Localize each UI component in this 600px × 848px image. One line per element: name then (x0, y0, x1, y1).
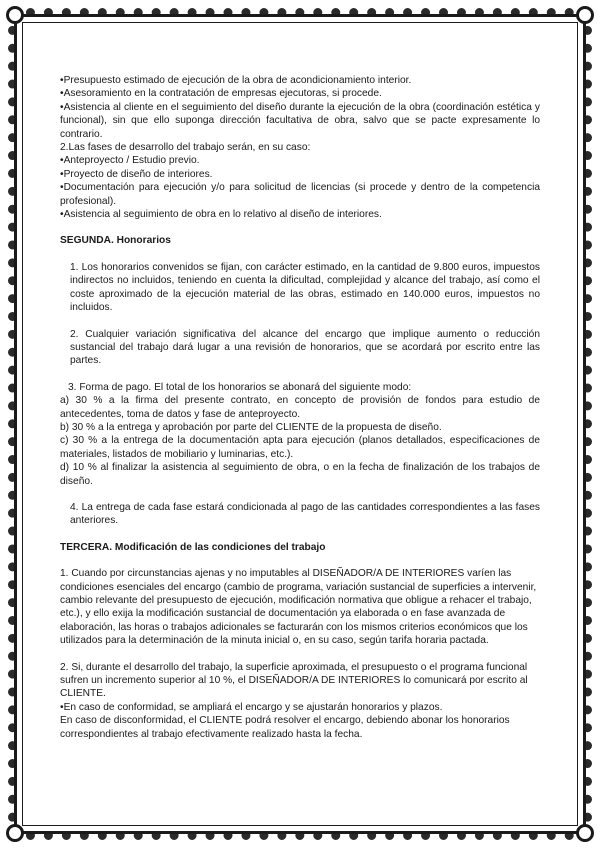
intro-line: •Asesoramiento en la contratación de empresas ejecutoras, si procede. (60, 88, 382, 100)
intro-list (60, 74, 540, 221)
corner-ornament-bottom-left (6, 824, 24, 842)
corner-ornament-bottom-right (576, 824, 594, 842)
corner-ornament-top-left (6, 6, 24, 24)
payment-line: b) 30 % a la entrega y aprobación por parte del CLIENTE de la propuesta de diseño. (60, 421, 442, 433)
intro-line: •Asistencia al seguimiento de obra en lo relativo al diseño de interiores. (60, 209, 382, 221)
intro-line: •Proyecto de diseño de interiores. (60, 168, 213, 180)
segunda-item-2: 2. Cualquier variación significativa del alcance del encargo que implique aumento o reducción sustancial del trabajo dará lugar a una revisión de honorarios, que se acordará por escrito entre las partes. (70, 328, 540, 367)
corner-ornament-top-right (576, 6, 594, 24)
segunda-item-3-intro: 3. Forma de pago. El total de los honorarios se abonará del siguiente modo: (68, 381, 412, 393)
intro-line: •Documentación para ejecución y/o para solicitud de licencias (si procede y dentro de la competencia profesional). (60, 182, 540, 207)
segunda-item-1: 1. Los honorarios convenidos se fijan, con carácter estimado, en la cantidad de 9.800 euros, impuestos indirectos no incluidos, teniendo en cuenta la dificultad, complejidad y alcance del trabajo, así como el coste aproximado de la ejecución material de las obras, estimado en 140.000 euros, impuestos no incluidos. (70, 261, 540, 314)
payment-line: c) 30 % a la entrega de la documentación apta para ejecución (planos detallados, especificaciones de materiales, listados de mobiliario y luminarias, etc.). (60, 435, 540, 460)
document-body (60, 74, 540, 741)
payment-line: d) 10 % al finalizar la asistencia al seguimiento de obra, o en la fecha de finalización de los trabajos de diseño. (60, 462, 540, 487)
intro-line: •Presupuesto estimado de ejecución de la obra de acondicionamiento interior. (60, 75, 412, 86)
intro-line: •Asistencia al cliente en el seguimiento del diseño durante la ejecución de la obra (coordinación estética y funcional), sin que ello suponga dirección facultativa de obra, salvo que se pacte expresamente lo contrario. (60, 101, 540, 140)
section-heading-tercera: TERCERA. Modificación de las condiciones del trabajo (60, 541, 326, 553)
payment-line: a) 30 % a la firma del presente contrato, en concepto de provisión de fondos para estudio de antecedentes, toma de datos y fase de anteproyecto. (60, 395, 540, 420)
intro-line: •Anteproyecto / Estudio previo. (60, 155, 200, 167)
tercera-para-2: 2. Si, durante el desarrollo del trabajo, la superficie aproximada, el presupuesto o el programa funcional sufren un incremento superior al 10 %, el DISEÑADOR/A DE INTERIORES lo comunicará por escrito al CLIENTE. (60, 661, 528, 700)
tercera-para-2-disconformity: En caso de disconformidad, el CLIENTE podrá resolver el encargo, debiendo abonar los honorarios correspondientes al trabajo efectivamente realizado hasta la fecha. (60, 715, 510, 740)
tercera-para-1: 1. Cuando por circunstancias ajenas y no imputables al DISEÑADOR/A DE INTERIORES varíen las condiciones esenciales del encargo (cambio de programa, variación sustancial de superficies a intervenir, cambio relevante del presupuesto de ejecución, modificación normativa que obligue a rehacer el trabajo, etc.), y ello exija la modificación sustancial de documentación ya elaborada o en fase avanzada de elaboración, las horas o trabajos adicionales se facturarán con los mismos criterios económicos que los utilizados para la determinación de la minuta inicial o, en su caso, según tarifa horaria pactada. (60, 568, 537, 647)
intro-line: 2.Las fases de desarrollo del trabajo serán, en su caso: (60, 142, 311, 154)
segunda-item-4: 4. La entrega de cada fase estará condicionada al pago de las cantidades correspondientes a las fases anteriores. (70, 501, 540, 527)
section-heading-segunda: SEGUNDA. Honorarios (60, 235, 171, 247)
tercera-para-2-conformity: •En caso de conformidad, se ampliará el encargo y se ajustarán honorarios y plazos. (60, 701, 443, 713)
